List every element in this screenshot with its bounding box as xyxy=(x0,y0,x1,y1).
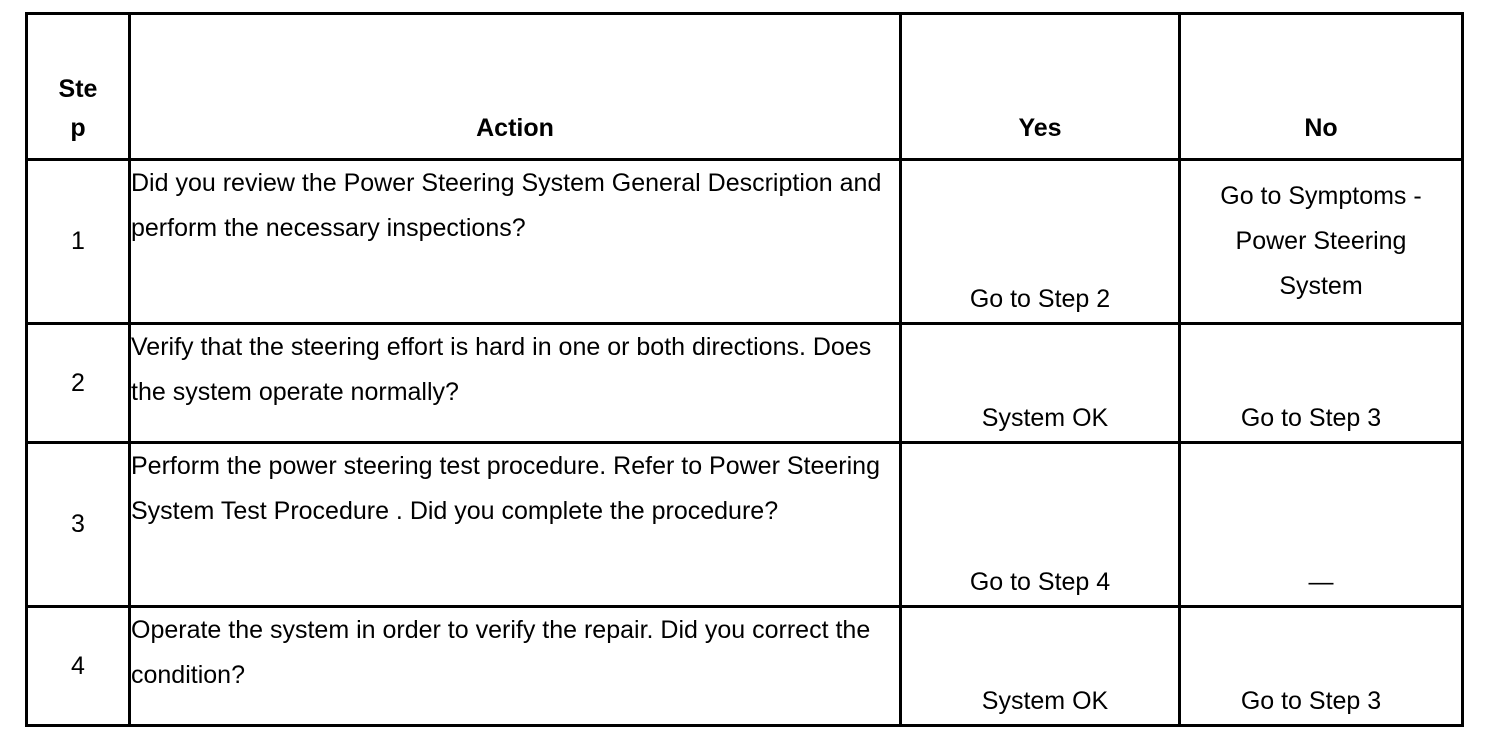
table-row xyxy=(27,324,1463,443)
step-no-result: Go to Symptoms - Power Steering System xyxy=(1180,160,1463,324)
diagnostic-steps-table xyxy=(25,12,1464,727)
table-row xyxy=(27,443,1463,607)
step-yes-result: Go to Step 4 xyxy=(901,443,1180,607)
table-row xyxy=(27,160,1463,324)
header-yes: Yes xyxy=(901,14,1180,160)
diagnostic-table-wrapper xyxy=(25,12,1464,727)
step-action: Did you review the Power Steering System General Description and perform the necessary inspections? xyxy=(130,160,901,324)
table-row xyxy=(27,607,1463,726)
step-yes-result: System OK xyxy=(901,607,1180,726)
step-action: Operate the system in order to verify the repair. Did you correct the condition? xyxy=(130,607,901,726)
header-step: Step xyxy=(27,14,130,160)
step-number: 2 xyxy=(27,324,130,443)
header-no: No xyxy=(1180,14,1463,160)
step-number: 3 xyxy=(27,443,130,607)
step-no-result: Go to Step 3 xyxy=(1180,324,1463,443)
step-yes-result: System OK xyxy=(901,324,1180,443)
step-action: Verify that the steering effort is hard in one or both directions. Does the system operate normally? xyxy=(130,324,901,443)
header-action: Action xyxy=(130,14,901,160)
step-action: Perform the power steering test procedure. Refer to Power Steering System Test Procedure . Did you complete the procedure? xyxy=(130,443,901,607)
step-no-result: — xyxy=(1180,443,1463,607)
step-number: 1 xyxy=(27,160,130,324)
step-yes-result: Go to Step 2 xyxy=(901,160,1180,324)
table-header-row xyxy=(27,14,1463,160)
step-number: 4 xyxy=(27,607,130,726)
step-no-result: Go to Step 3 xyxy=(1180,607,1463,726)
